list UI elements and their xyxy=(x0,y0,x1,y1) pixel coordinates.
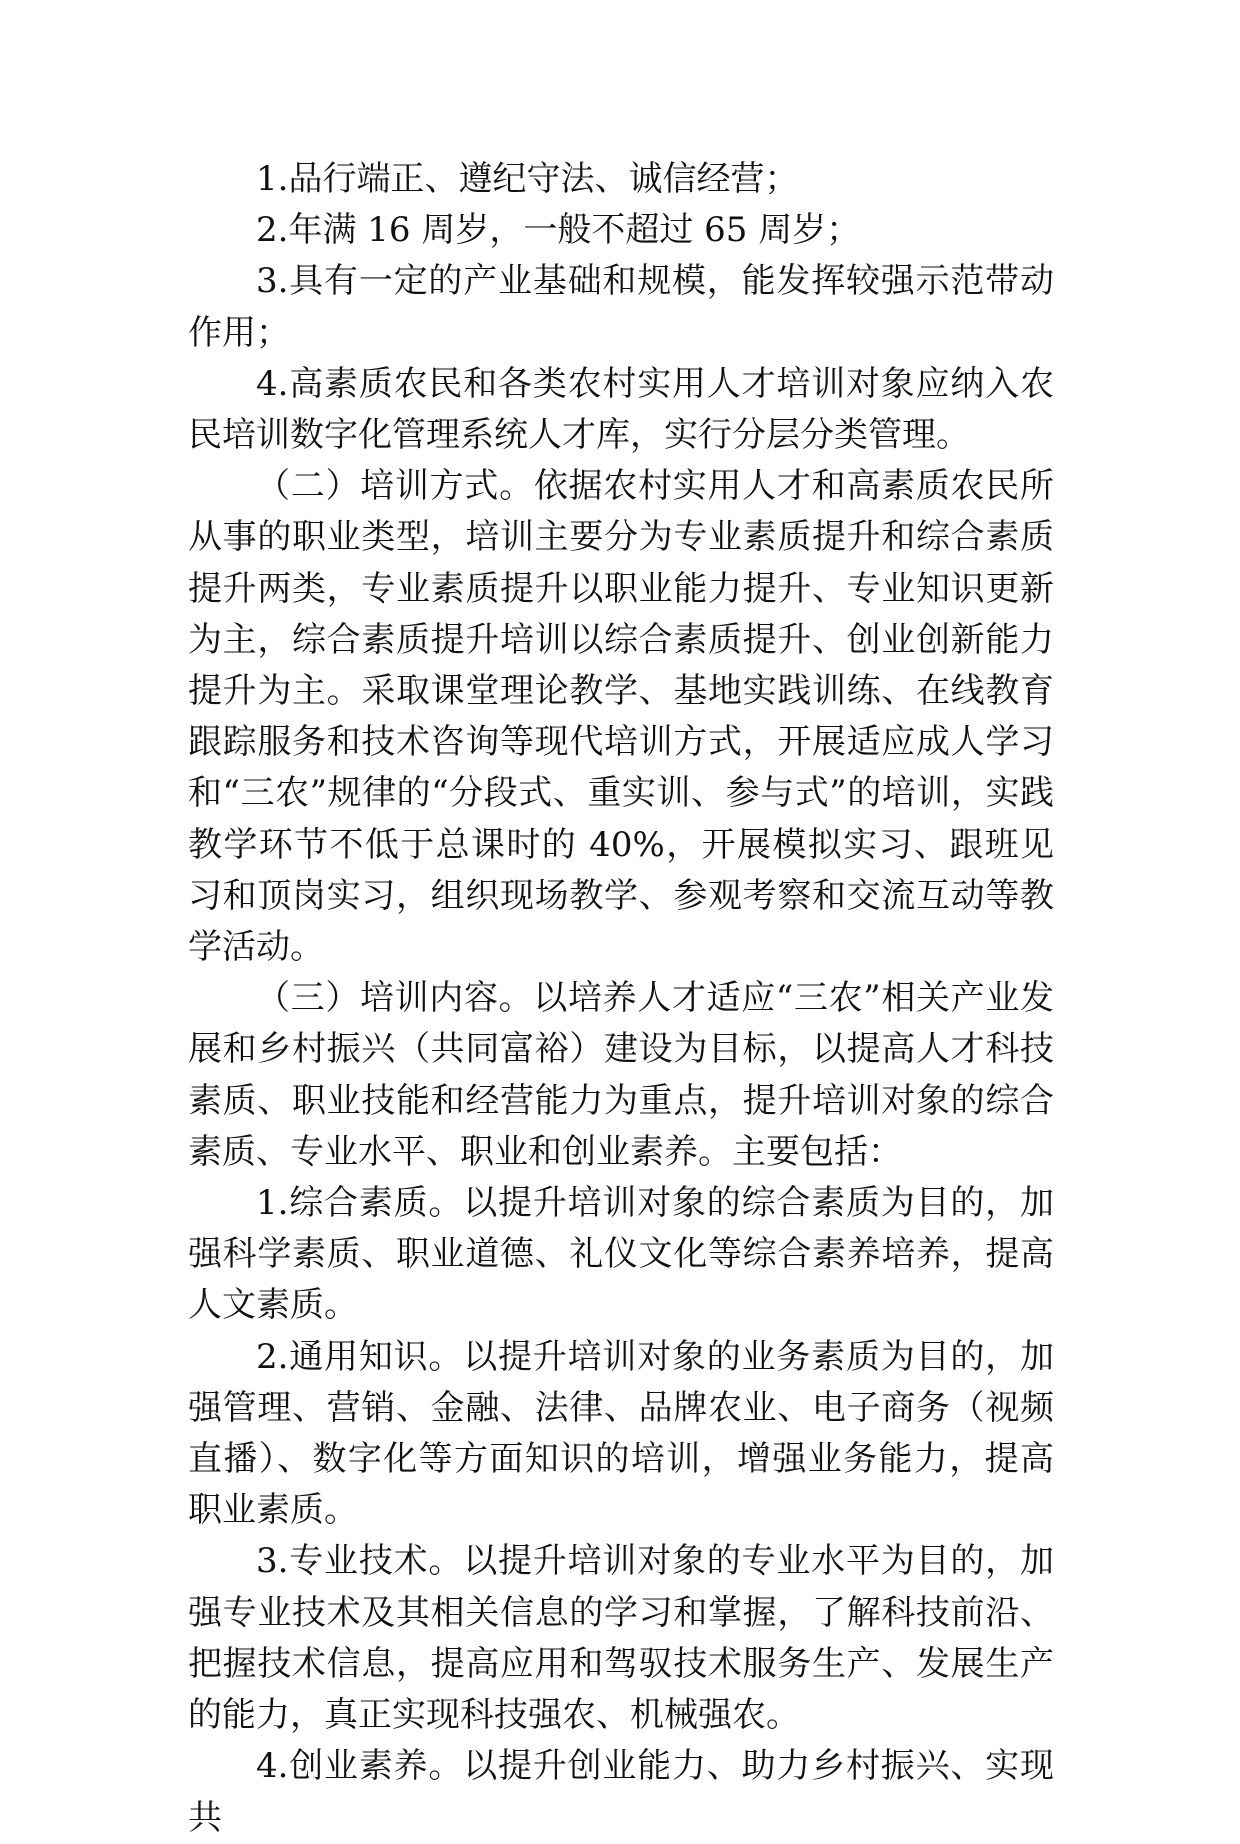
document-body xyxy=(188,154,1054,1844)
training-method-paragraph: （二）培训方式。依据农村实用人才和高素质农民所从事的职业类型，培训主要分为专业素质提升和综合素质提升两类，专业素质提升以职业能力提升、专业知识更新为主，综合素质提升培训以综合素质提升、创业创新能力提升为主。采取课堂理论教学、基地实践训练、在线教育跟踪服务和技术咨询等现代培训方式，开展适应成人学习和“三农”规律的“分段式、重实训、参与式”的培训，实践教学环节不低于总课时的 40%，开展模拟实习、跟班见习和顶岗实习，组织现场教学、参观考察和交流互动等教学活动。 xyxy=(188,466,1054,968)
criterion-paragraph-2: 2.年满 16 周岁，一般不超过 65 周岁； xyxy=(256,210,861,251)
criterion-paragraph-4: 4.高素质农民和各类农村实用人才培训对象应纳入农民培训数字化管理系统人才库，实行分层分类管理。 xyxy=(188,363,1054,456)
criterion-paragraph-1: 1.品行端正、遵纪守法、诚信经营； xyxy=(256,159,799,199)
criterion-paragraph-3: 3.具有一定的产业基础和规模，能发挥较强示范带动作用； xyxy=(188,261,1054,353)
content-item-general-knowledge: 2.通用知识。以提升培训对象的业务素质为目的，加强管理、营销、金融、法律、品牌农业、电子商务（视频直播）、数字化等方面知识的培训，增强业务能力，提高职业素质。 xyxy=(188,1336,1054,1531)
training-content-paragraph: （三）培训内容。以培养人才适应“三农”相关产业发展和乡村振兴（共同富裕）建设为目标，以提高人才科技素质、职业技能和经营能力为重点，提升培训对象的综合素质、专业水平、职业和创业素养。主要包括： xyxy=(188,978,1054,1172)
content-item-professional-technology: 3.专业技术。以提升培训对象的专业水平为目的，加强专业技术及其相关信息的学习和掌握，了解科技前沿、把握技术信息，提高应用和驾驭技术服务生产、发展生产的能力，真正实现科技强农、机械强农。 xyxy=(188,1541,1054,1736)
content-item-comprehensive-quality: 1.综合素质。以提升培训对象的综合素质为目的，加强科学素质、职业道德、礼仪文化等综合素养培养，提高人文素质。 xyxy=(188,1183,1054,1326)
content-item-entrepreneurship: 4.创业素养。以提升创业能力、助力乡村振兴、实现共 xyxy=(188,1746,1054,1838)
